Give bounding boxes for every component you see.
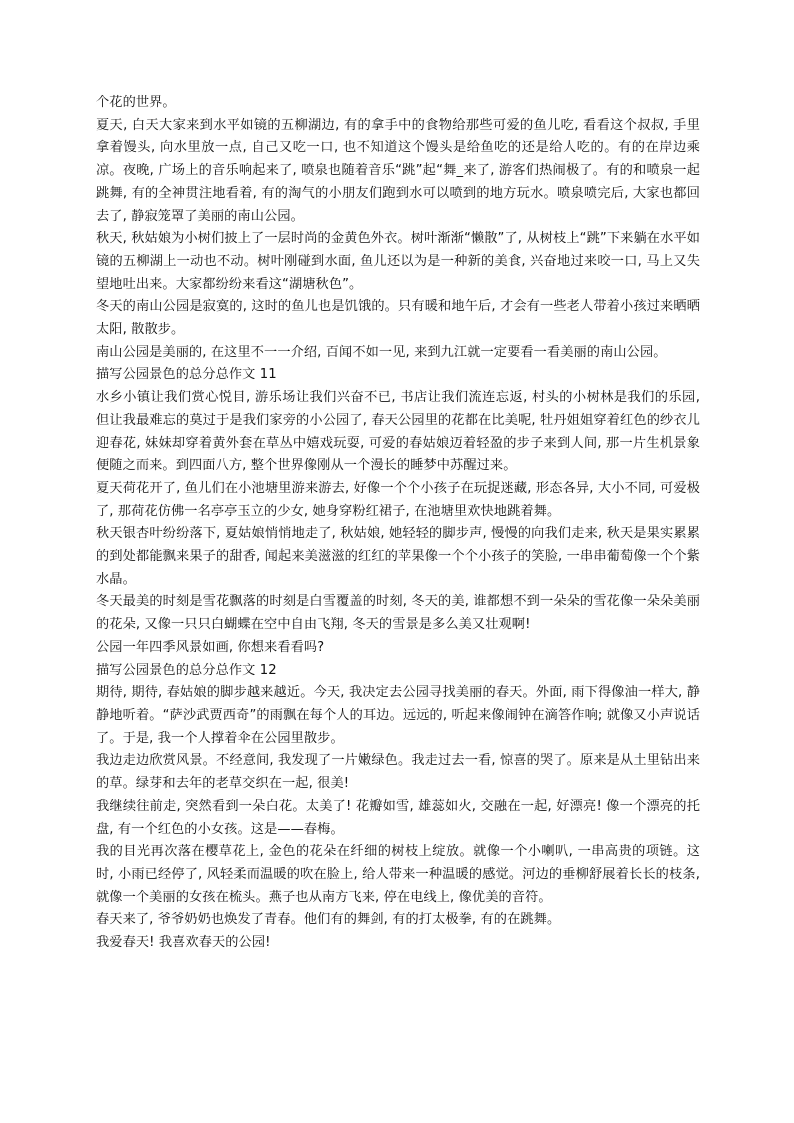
paragraph: 冬天最美的时刻是雪花飘落的时刻是白雪覆盖的时刻, 冬天的美, 谁都想不到一朵朵的雪花像一朵朵美丽的花朵, 又像一只只白蝴蝶在空中自由飞翔, 冬天的雪景是多么美又壮观啊!: [96, 594, 700, 633]
paragraph: 夏天, 白天大家来到水平如镜的五柳湖边, 有的拿手中的食物给那些可爱的鱼儿吃, 看看这个叔叔, 手里拿着馒头, 向水里放一点, 自己又吃一口, 也不知道这个馒头是给鱼吃的还是给人吃的。有的在岸边乘凉。夜晚, 广场上的音乐响起来了, 喷泉也随着音乐“跳”起“舞_来了, 游客们热闹极了。有的和喷泉一起跳舞, 有的全神贯注地看着, 有的淘气的小朋友们跑到水可以喷到的地方玩水。喷泉喷完后, 大家也都回去了, 静寂笼罩了美丽的南山公园。: [96, 117, 700, 224]
paragraph: 个花的世界。: [96, 95, 176, 110]
paragraph: 期待, 期待, 春姑娘的脚步越来越近。今天, 我决定去公园寻找美丽的春天。外面, 雨下得像油一样大, 静静地听着。“萨沙武贾西奇”的雨飘在每个人的耳边。远远的, 听起来像闹钟在滴答作响; 就像又小声说话了。于是, 我一个人撑着伞在公园里散步。: [96, 685, 700, 746]
section-heading: 描写公园景色的总分总作文 12: [96, 662, 277, 678]
paragraph: 秋天银杏叶纷纷落下, 夏姑娘悄悄地走了, 秋姑娘, 她轻轻的脚步声, 慢慢的向我们走来, 秋天是果实累累的到处都能飘来果子的甜香, 闻起来美滋滋的红红的苹果像一个个小孩子的笑脸, 一串串葡萄像一个个紫水晶。: [96, 526, 700, 587]
paragraph: 冬天的南山公园是寂寞的, 这时的鱼儿也是饥饿的。只有暖和地午后, 才会有一些老人带着小孩过来晒晒太阳, 散散步。: [96, 299, 700, 338]
paragraph: 秋天, 秋姑娘为小树们披上了一层时尚的金黄色外衣。树叶渐渐“懒散”了, 从树枝上“跳”下来躺在水平如镜的五柳湖上一动也不动。树叶刚碰到水面, 鱼儿还以为是一种新的美食, 兴奋地过来咬一口, 马上又失望地吐出来。大家都纷纷来看这“湖塘秋色”。: [96, 231, 700, 292]
paragraph: 春天来了, 爷爷奶奶也焕发了青春。他们有的舞剑, 有的打太极拳, 有的在跳舞。: [96, 912, 561, 928]
paragraph: 水乡小镇让我们赏心悦目, 游乐场让我们兴奋不已, 书店让我们流连忘返, 村头的小树林是我们的乐园, 但让我最难忘的莫过于是我们家旁的小公园了, 春天公园里的花都在比美呢, 牡丹姐姐穿着红色的纱衣儿迎春花, 妹妹却穿着黄外套在草丛中嬉戏玩耍, 可爱的春姑娘迈着轻盈的步子来到人间, 那一片生机景象便随之而来。到四面八方, 整个世界像刚从一个漫长的睡梦中苏醒过来。: [96, 390, 700, 474]
paragraph: 南山公园是美丽的, 在这里不一一介绍, 百闻不如一见, 来到九江就一定要看一看美丽的南山公园。: [96, 344, 667, 360]
paragraph: 我边走边欣赏风景。不经意间, 我发现了一片嫩绿色。我走过去一看, 惊喜的哭了。原来是从土里钻出来的草。绿芽和去年的老草交织在一起, 很美!: [96, 753, 700, 792]
section-heading: 描写公园景色的总分总作文 11: [96, 367, 277, 383]
paragraph: 夏天荷花开了, 鱼儿们在小池塘里游来游去, 好像一个个小孩子在玩捉迷藏, 形态各异, 大小不同, 可爱极了, 那荷花仿佛一名亭亭玉立的少女, 她身穿粉红裙子, 在池塘里欢快地跳着舞。: [96, 480, 700, 519]
paragraph: 我爱春天! 我喜欢春天的公园!: [96, 935, 271, 951]
document-body: [96, 92, 700, 955]
paragraph: 我的目光再次落在樱草花上, 金色的花朵在纤细的树枝上绽放。就像一个小喇叭, 一串高贵的项链。这时, 小雨已经停了, 风轻柔而温暖的吹在脸上, 给人带来一种温暖的感觉。河边的垂柳舒展着长长的枝条, 就像一个美丽的女孩在梳头。燕子也从南方飞来, 停在电线上, 像优美的音符。: [96, 844, 700, 905]
paragraph: 我继续往前走, 突然看到一朵白花。太美了! 花瓣如雪, 雄蕊如火, 交融在一起, 好漂亮! 像一个漂亮的托盘, 有一个红色的小女孩。这是——春梅。: [96, 798, 700, 837]
paragraph: 公园一年四季风景如画, 你想来看看吗?: [96, 639, 325, 655]
